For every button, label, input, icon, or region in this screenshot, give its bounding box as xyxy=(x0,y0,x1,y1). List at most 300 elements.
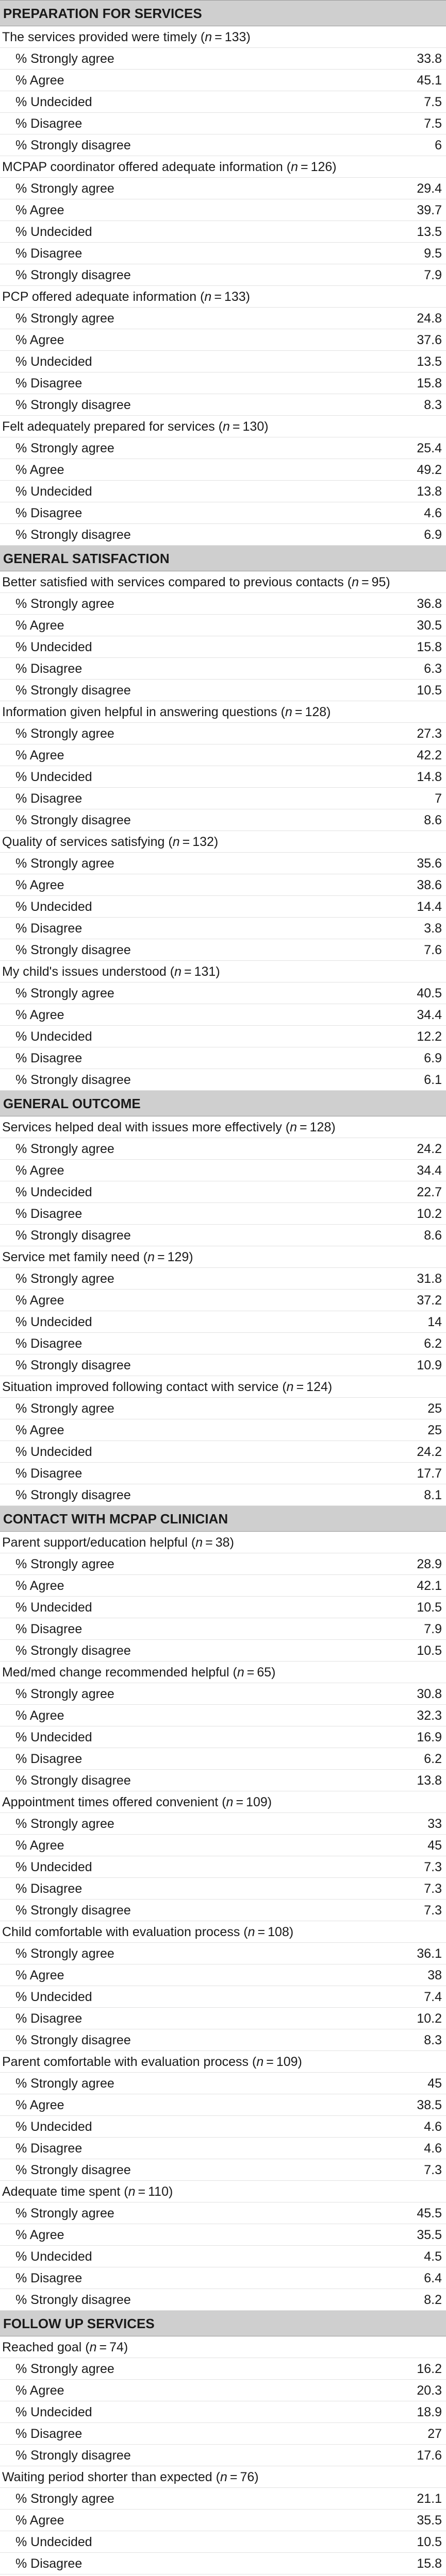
response-value: 24.2 xyxy=(417,1445,442,1459)
response-label: % Undecided xyxy=(15,2120,92,2134)
response-row xyxy=(0,2380,446,2401)
question-text: Parent support/education helpful xyxy=(2,1535,188,1550)
response-label: % Strongly agree xyxy=(15,856,114,871)
response-row xyxy=(0,918,446,939)
sample-size-label: n xyxy=(205,30,212,44)
response-label: % Disagree xyxy=(15,791,82,806)
question-text: MCPAP coordinator offered adequate information xyxy=(2,160,283,174)
question-text: Better satisfied with services compared to previous contacts xyxy=(2,575,344,589)
response-row xyxy=(0,939,446,961)
response-value: 24.8 xyxy=(417,311,442,326)
response-label: % Agree xyxy=(15,1579,64,1593)
sample-size-value: 95 xyxy=(371,575,386,589)
response-value: 14.4 xyxy=(417,900,442,914)
response-label: % Disagree xyxy=(15,2556,82,2571)
response-row xyxy=(0,2553,446,2574)
response-row xyxy=(0,308,446,329)
response-value: 35.5 xyxy=(417,2228,442,2242)
response-row xyxy=(0,874,446,896)
response-value: 12.2 xyxy=(417,1029,442,1044)
sample-size-label: n xyxy=(128,2184,136,2199)
sample-size-label: n xyxy=(352,575,359,589)
response-label: % Disagree xyxy=(15,662,82,676)
response-value: 7.3 xyxy=(424,2163,442,2177)
response-row xyxy=(0,437,446,459)
response-value: 7.6 xyxy=(424,943,442,957)
response-row xyxy=(0,1398,446,1419)
question-row: Situation improved following contact with service (n = 124) xyxy=(0,1376,446,1398)
question-text: Quality of services satisfying xyxy=(2,835,165,849)
response-value: 10.5 xyxy=(417,1600,442,1615)
response-row xyxy=(0,1900,446,1921)
response-label: % Disagree xyxy=(15,1622,82,1636)
response-label: % Undecided xyxy=(15,95,92,109)
sample-size-label: n xyxy=(147,1250,155,1264)
sample-size-value: 109 xyxy=(276,2055,298,2069)
response-value: 6.2 xyxy=(424,1752,442,1766)
response-label: % Disagree xyxy=(15,1466,82,1481)
sample-size-value: 128 xyxy=(305,705,327,719)
sample-size-value: 126 xyxy=(310,160,333,174)
response-row xyxy=(0,1268,446,1290)
question-row: Parent comfortable with evaluation process (n = 109) xyxy=(0,2051,446,2073)
response-label: % Strongly disagree xyxy=(15,943,131,957)
sample-size-label: n xyxy=(291,160,298,174)
response-row xyxy=(0,1290,446,1311)
response-label: % Disagree xyxy=(15,506,82,520)
response-value: 45 xyxy=(427,2076,442,2091)
response-row xyxy=(0,1878,446,1900)
response-row xyxy=(0,2138,446,2159)
response-label: % Agree xyxy=(15,1968,64,1982)
response-label: % Strongly agree xyxy=(15,181,114,196)
response-label: % Undecided xyxy=(15,1445,92,1459)
response-row xyxy=(0,2289,446,2311)
response-label: % Agree xyxy=(15,1838,64,1853)
response-row xyxy=(0,2488,446,2510)
response-value: 7.9 xyxy=(424,1622,442,1636)
response-row xyxy=(0,2073,446,2094)
response-row xyxy=(0,2267,446,2289)
sample-size-label: n xyxy=(195,1535,203,1550)
response-label: % Disagree xyxy=(15,376,82,391)
question-text: My child's issues understood xyxy=(2,964,167,979)
response-value: 10.2 xyxy=(417,1207,442,1221)
response-row xyxy=(0,1943,446,1964)
response-value: 30.5 xyxy=(417,618,442,633)
question-row: My child's issues understood (n = 131) xyxy=(0,961,446,982)
sample-size-label: n xyxy=(172,835,180,849)
response-value: 16.9 xyxy=(417,1730,442,1744)
question-text: Child comfortable with evaluation process xyxy=(2,1925,240,1939)
sample-size-label: n xyxy=(223,419,230,434)
response-value: 28.9 xyxy=(417,1557,442,1571)
response-value: 36.8 xyxy=(417,597,442,611)
response-row xyxy=(0,134,446,156)
response-value: 8.1 xyxy=(424,1488,442,1502)
response-row xyxy=(0,1726,446,1748)
sample-size-value: 130 xyxy=(242,419,265,434)
sample-size-value: 133 xyxy=(224,30,246,44)
response-row xyxy=(0,982,446,1004)
sample-size-label: n xyxy=(256,2055,264,2069)
response-value: 8.6 xyxy=(424,1228,442,1243)
response-label: % Strongly agree xyxy=(15,311,114,326)
question-row: The services provided were timely (n = 133) xyxy=(0,26,446,48)
response-value: 18.9 xyxy=(417,2405,442,2419)
question-row: PCP offered adequate information (n = 133) xyxy=(0,286,446,308)
response-row xyxy=(0,48,446,70)
response-label: % Agree xyxy=(15,2228,64,2242)
response-label: % Strongly agree xyxy=(15,1142,114,1156)
sample-size-label: n xyxy=(285,705,292,719)
response-row xyxy=(0,2510,446,2531)
response-label: % Strongly agree xyxy=(15,1817,114,1831)
question-row: Parent support/education helpful (n = 38) xyxy=(0,1532,446,1553)
response-label: % Strongly disagree xyxy=(15,1488,131,1502)
question-row: Service met family need (n = 129) xyxy=(0,1246,446,1268)
response-value: 42.2 xyxy=(417,748,442,762)
response-row xyxy=(0,70,446,91)
response-label: % Strongly agree xyxy=(15,1401,114,1416)
question-row: Better satisfied with services compared to previous contacts (n = 95) xyxy=(0,571,446,593)
section-header: PREPARATION FOR SERVICES xyxy=(0,1,446,26)
question-text: PCP offered adequate information xyxy=(2,290,197,304)
sample-size-label: n xyxy=(89,2340,97,2354)
response-row xyxy=(0,1575,446,1597)
question-text: Adequate time spent xyxy=(2,2184,121,2199)
response-value: 49.2 xyxy=(417,463,442,477)
response-value: 7 xyxy=(435,791,442,806)
response-row xyxy=(0,459,446,481)
sample-size-value: 65 xyxy=(257,1665,272,1680)
response-row xyxy=(0,1597,446,1618)
response-row xyxy=(0,1553,446,1575)
response-label: % Disagree xyxy=(15,2427,82,2441)
response-value: 9.5 xyxy=(424,246,442,261)
sample-size-label: n xyxy=(237,1665,244,1680)
sample-size-value: 129 xyxy=(167,1250,189,1264)
sample-size-label: n xyxy=(247,1925,255,1939)
response-value: 13.8 xyxy=(417,1773,442,1788)
response-label: % Agree xyxy=(15,1423,64,1437)
response-value: 8.6 xyxy=(424,813,442,827)
sample-size-label: n xyxy=(226,1795,234,1809)
response-row xyxy=(0,1813,446,1835)
response-label: % Undecided xyxy=(15,2249,92,2264)
question-row: Quality of services satisfying (n = 132) xyxy=(0,831,446,853)
response-row xyxy=(0,2116,446,2138)
response-row xyxy=(0,394,446,416)
question-row: Services helped deal with issues more effectively (n = 128) xyxy=(0,1116,446,1138)
response-row xyxy=(0,2423,446,2445)
response-label: % Strongly agree xyxy=(15,1272,114,1286)
response-value: 7.3 xyxy=(424,1860,442,1874)
sample-size-label: n xyxy=(174,964,181,979)
question-text: Med/med change recommended helpful xyxy=(2,1665,229,1680)
sample-size-value: 128 xyxy=(309,1120,332,1134)
response-row xyxy=(0,766,446,788)
response-row xyxy=(0,178,446,199)
response-row xyxy=(0,2358,446,2380)
response-row xyxy=(0,788,446,809)
response-row xyxy=(0,1835,446,1856)
response-row xyxy=(0,1964,446,1986)
response-value: 27.3 xyxy=(417,726,442,741)
response-row xyxy=(0,372,446,394)
response-value: 10.5 xyxy=(417,2535,442,2549)
response-label: % Strongly agree xyxy=(15,1687,114,1701)
response-row xyxy=(0,1225,446,1246)
response-row xyxy=(0,1484,446,1506)
response-value: 20.3 xyxy=(417,2383,442,2398)
response-value: 4.5 xyxy=(424,2249,442,2264)
response-value: 14.8 xyxy=(417,770,442,784)
response-label: % Strongly disagree xyxy=(15,2293,131,2307)
response-value: 16.2 xyxy=(417,2362,442,2376)
response-row xyxy=(0,2445,446,2466)
response-value: 37.6 xyxy=(417,333,442,347)
response-value: 21.1 xyxy=(417,2492,442,2506)
response-row xyxy=(0,2246,446,2267)
response-label: % Agree xyxy=(15,2098,64,2112)
response-label: % Undecided xyxy=(15,484,92,499)
response-value: 7.5 xyxy=(424,95,442,109)
response-row xyxy=(0,1160,446,1181)
response-row xyxy=(0,2159,446,2181)
response-label: % Undecided xyxy=(15,1029,92,1044)
response-row xyxy=(0,896,446,918)
sample-size-label: n xyxy=(220,2470,227,2484)
response-row xyxy=(0,481,446,502)
section-header: FOLLOW UP SERVICES xyxy=(0,2311,446,2336)
response-row xyxy=(0,636,446,658)
section-header: GENERAL OUTCOME xyxy=(0,1091,446,1116)
response-label: % Strongly disagree xyxy=(15,528,131,542)
response-value: 6 xyxy=(435,138,442,152)
question-text: Appointment times offered convenient xyxy=(2,1795,219,1809)
response-row xyxy=(0,264,446,286)
response-value: 6.2 xyxy=(424,1336,442,1351)
question-text: Situation improved following contact with service xyxy=(2,1380,279,1394)
response-value: 7.5 xyxy=(424,116,442,131)
response-row xyxy=(0,615,446,636)
response-value: 25 xyxy=(427,1401,442,1416)
response-row xyxy=(0,1354,446,1376)
response-value: 17.7 xyxy=(417,1466,442,1481)
response-value: 29.4 xyxy=(417,181,442,196)
question-text: Service met family need xyxy=(2,1250,140,1264)
response-label: % Strongly agree xyxy=(15,1946,114,1961)
response-value: 33.8 xyxy=(417,52,442,66)
response-value: 30.8 xyxy=(417,1687,442,1701)
response-value: 27 xyxy=(427,2427,442,2441)
response-label: % Strongly disagree xyxy=(15,683,131,698)
response-row xyxy=(0,1047,446,1069)
sample-size-label: n xyxy=(290,1120,298,1134)
response-row xyxy=(0,1069,446,1091)
response-value: 38.6 xyxy=(417,878,442,892)
response-label: % Strongly agree xyxy=(15,2492,114,2506)
response-value: 10.5 xyxy=(417,1643,442,1658)
response-value: 32.3 xyxy=(417,1708,442,1723)
response-row xyxy=(0,1138,446,1160)
response-value: 15.8 xyxy=(417,640,442,654)
response-value: 8.3 xyxy=(424,398,442,412)
response-value: 7.9 xyxy=(424,268,442,282)
response-label: % Disagree xyxy=(15,921,82,936)
response-label: % Strongly agree xyxy=(15,52,114,66)
response-label: % Agree xyxy=(15,463,64,477)
response-label: % Undecided xyxy=(15,1860,92,1874)
response-label: % Disagree xyxy=(15,1336,82,1351)
response-row xyxy=(0,1181,446,1203)
response-row xyxy=(0,329,446,351)
question-row: Appointment times offered convenient (n = 109) xyxy=(0,1791,446,1813)
response-value: 10.5 xyxy=(417,683,442,698)
response-label: % Disagree xyxy=(15,116,82,131)
response-row xyxy=(0,1856,446,1878)
response-row xyxy=(0,809,446,831)
response-label: % Agree xyxy=(15,333,64,347)
response-label: % Undecided xyxy=(15,225,92,239)
question-row: Information given helpful in answering questions (n = 128) xyxy=(0,701,446,723)
question-text: Parent comfortable with evaluation process xyxy=(2,2055,249,2069)
sample-size-value: 109 xyxy=(246,1795,268,1809)
response-row xyxy=(0,680,446,701)
response-value: 33 xyxy=(427,1817,442,1831)
response-value: 17.6 xyxy=(417,2448,442,2463)
response-row xyxy=(0,2029,446,2051)
response-label: % Undecided xyxy=(15,770,92,784)
response-row xyxy=(0,1333,446,1354)
response-label: % Agree xyxy=(15,1708,64,1723)
response-value: 15.8 xyxy=(417,376,442,391)
response-row xyxy=(0,243,446,264)
response-label: % Strongly disagree xyxy=(15,2163,131,2177)
response-value: 3.8 xyxy=(424,921,442,936)
response-label: % Strongly disagree xyxy=(15,138,131,152)
response-label: % Strongly agree xyxy=(15,1557,114,1571)
response-label: % Disagree xyxy=(15,2011,82,2026)
response-value: 39.7 xyxy=(417,203,442,217)
sample-size-value: 76 xyxy=(240,2470,255,2484)
response-value: 34.4 xyxy=(417,1008,442,1022)
response-label: % Strongly disagree xyxy=(15,1903,131,1918)
response-value: 14 xyxy=(427,1315,442,1329)
response-label: % Undecided xyxy=(15,1990,92,2004)
response-row xyxy=(0,1640,446,1662)
response-label: % Agree xyxy=(15,1163,64,1178)
response-row xyxy=(0,2224,446,2246)
response-label: % Strongly agree xyxy=(15,2076,114,2091)
response-row xyxy=(0,1311,446,1333)
response-row xyxy=(0,593,446,615)
response-label: % Strongly disagree xyxy=(15,2448,131,2463)
response-value: 36.1 xyxy=(417,1946,442,1961)
response-label: % Agree xyxy=(15,203,64,217)
response-label: % Undecided xyxy=(15,1730,92,1744)
response-value: 45.5 xyxy=(417,2206,442,2221)
response-row xyxy=(0,658,446,680)
response-row xyxy=(0,1748,446,1770)
question-text: Services helped deal with issues more effectively xyxy=(2,1120,282,1134)
response-label: % Agree xyxy=(15,878,64,892)
response-label: % Disagree xyxy=(15,2141,82,2156)
response-row xyxy=(0,853,446,874)
response-value: 10.9 xyxy=(417,1358,442,1372)
response-row xyxy=(0,2008,446,2029)
response-label: % Agree xyxy=(15,2513,64,2528)
response-value: 13.5 xyxy=(417,354,442,369)
response-label: % Strongly disagree xyxy=(15,813,131,827)
response-label: % Disagree xyxy=(15,1051,82,1065)
response-label: % Strongly agree xyxy=(15,726,114,741)
response-label: % Agree xyxy=(15,73,64,88)
response-label: % Disagree xyxy=(15,2271,82,2285)
response-row xyxy=(0,1705,446,1726)
response-label: % Strongly agree xyxy=(15,2206,114,2221)
response-row xyxy=(0,744,446,766)
sample-size-value: 74 xyxy=(109,2340,124,2354)
question-row: Reached goal (n = 74) xyxy=(0,2336,446,2358)
question-row: MCPAP coordinator offered adequate information (n = 126) xyxy=(0,156,446,178)
response-label: % Undecided xyxy=(15,900,92,914)
response-label: % Undecided xyxy=(15,1185,92,1199)
response-row xyxy=(0,524,446,546)
response-value: 13.5 xyxy=(417,225,442,239)
response-row xyxy=(0,2531,446,2553)
response-label: % Strongly agree xyxy=(15,441,114,455)
response-label: % Strongly disagree xyxy=(15,1643,131,1658)
response-label: % Undecided xyxy=(15,2535,92,2549)
response-value: 6.1 xyxy=(424,1073,442,1087)
question-text: Waiting period shorter than expected xyxy=(2,2470,212,2484)
sample-size-value: 131 xyxy=(194,964,216,979)
response-row xyxy=(0,2401,446,2423)
sample-size-value: 124 xyxy=(306,1380,328,1394)
response-row xyxy=(0,1203,446,1225)
question-row: Child comfortable with evaluation process (n = 108) xyxy=(0,1921,446,1943)
sample-size-label: n xyxy=(204,290,212,304)
response-row xyxy=(0,1618,446,1640)
response-value: 40.5 xyxy=(417,986,442,1001)
response-row xyxy=(0,1441,446,1463)
response-label: % Strongly disagree xyxy=(15,1228,131,1243)
response-value: 7.3 xyxy=(424,1903,442,1918)
response-value: 38 xyxy=(427,1968,442,1982)
response-row xyxy=(0,2202,446,2224)
response-label: % Disagree xyxy=(15,1207,82,1221)
response-label: % Disagree xyxy=(15,1882,82,1896)
response-label: % Strongly disagree xyxy=(15,268,131,282)
response-row xyxy=(0,1463,446,1484)
response-label: % Strongly disagree xyxy=(15,398,131,412)
response-row xyxy=(0,221,446,243)
response-label: % Strongly disagree xyxy=(15,2033,131,2047)
response-label: % Strongly agree xyxy=(15,2362,114,2376)
response-label: % Strongly disagree xyxy=(15,1773,131,1788)
response-row xyxy=(0,502,446,524)
response-label: % Strongly agree xyxy=(15,986,114,1001)
response-value: 6.9 xyxy=(424,528,442,542)
response-label: % Agree xyxy=(15,618,64,633)
response-label: % Undecided xyxy=(15,640,92,654)
response-row xyxy=(0,2094,446,2116)
sample-size-value: 133 xyxy=(224,290,246,304)
response-label: % Disagree xyxy=(15,1752,82,1766)
response-value: 37.2 xyxy=(417,1293,442,1308)
